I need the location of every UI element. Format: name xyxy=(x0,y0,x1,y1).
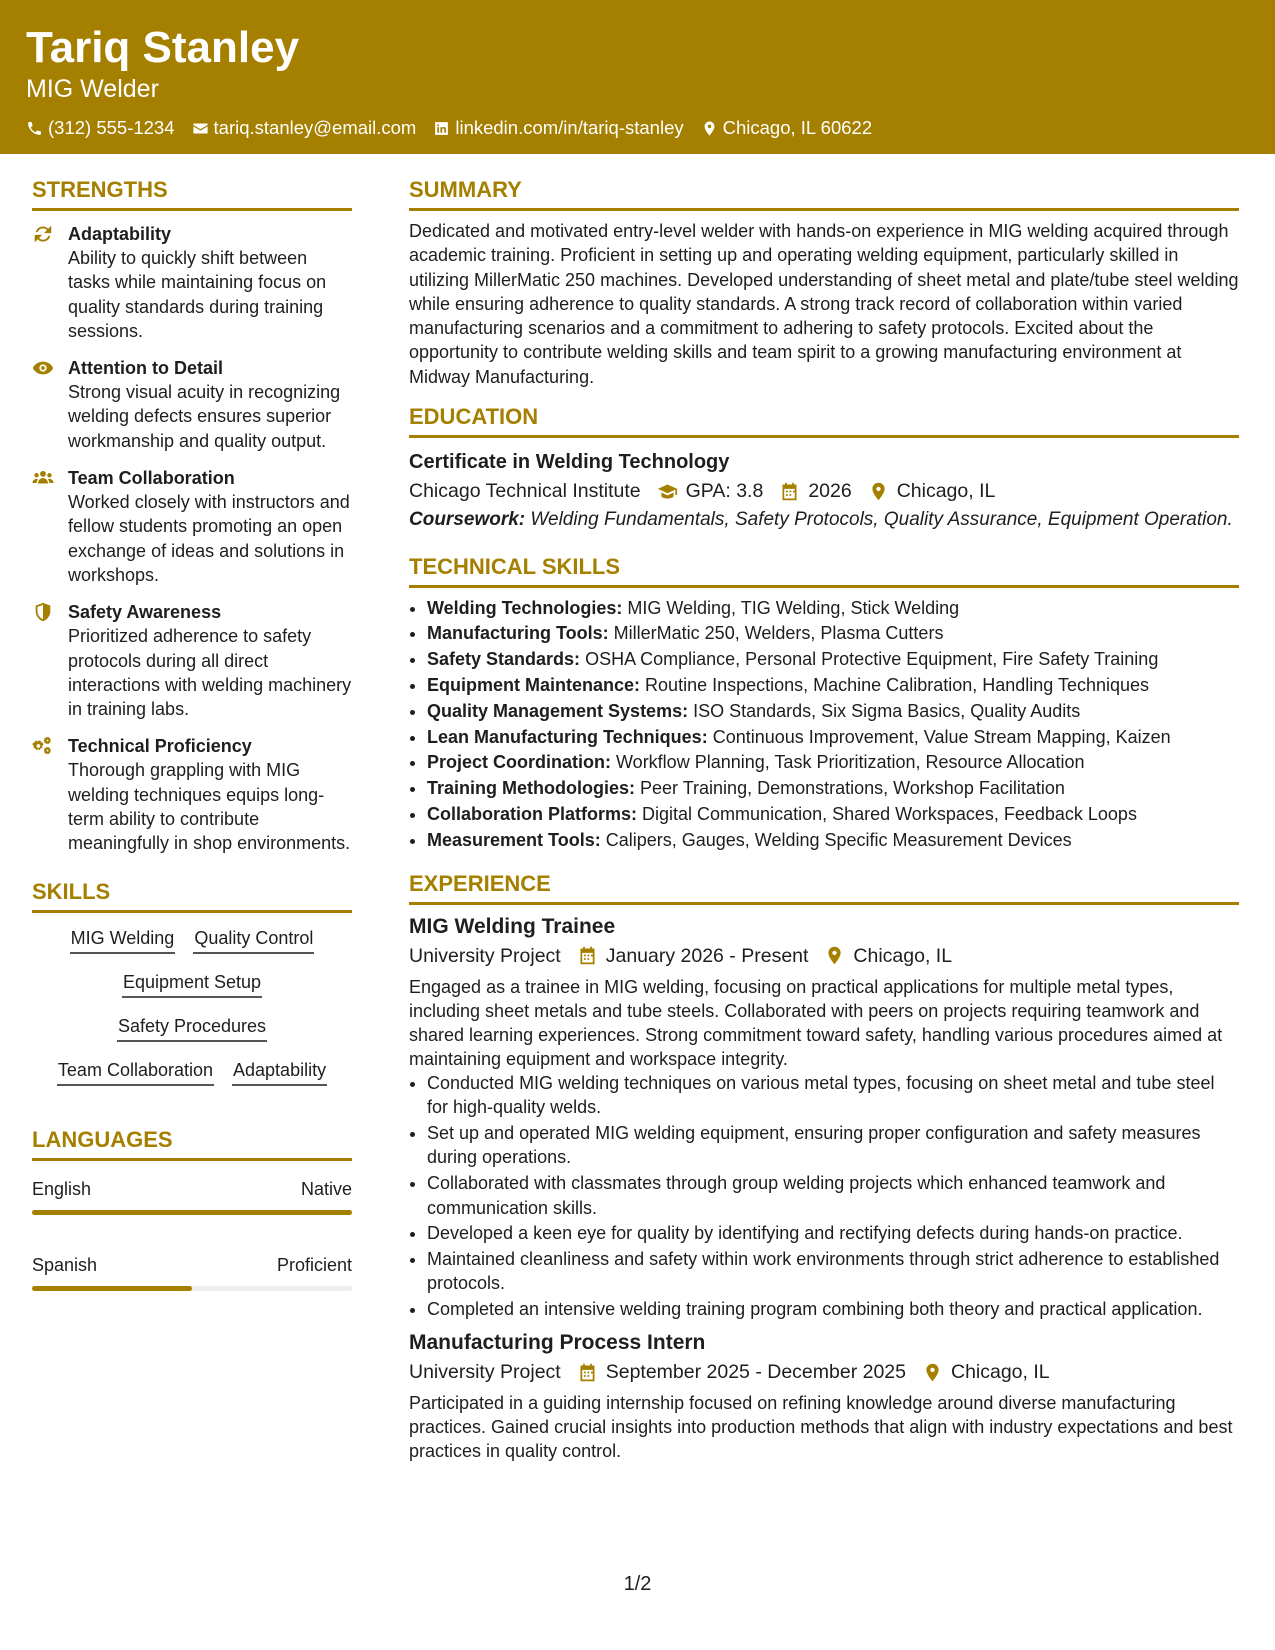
language-level: Native xyxy=(300,1178,352,1199)
job-location: Chicago, IL xyxy=(853,944,953,967)
strength-item xyxy=(32,734,352,855)
list-item xyxy=(427,828,1239,854)
graduation-cap-icon xyxy=(657,481,678,502)
contact-email[interactable] xyxy=(192,116,417,140)
job-org: University Project xyxy=(409,1361,561,1384)
language-bar-fill xyxy=(32,1286,192,1291)
map-pin-icon xyxy=(824,945,845,966)
summary-heading: SUMMARY xyxy=(409,176,1239,211)
linkedin-text: linkedin.com/in/tariq-stanley xyxy=(455,117,684,138)
list-item xyxy=(427,750,1239,776)
list-item xyxy=(427,699,1239,725)
email-text: tariq.stanley@email.com xyxy=(213,117,417,138)
languages-heading: LANGUAGES xyxy=(32,1126,352,1161)
coursework-text: Welding Fundamentals, Safety Protocols, Quality Assurance, Equipment Operation. xyxy=(530,509,1233,531)
list-item xyxy=(427,621,1239,647)
map-pin-icon xyxy=(701,120,718,137)
users-icon xyxy=(32,467,54,489)
page-number: 1/2 xyxy=(623,1573,652,1595)
language-name: Spanish xyxy=(32,1254,98,1275)
list-item xyxy=(427,673,1239,699)
list-item: • Completed an intensive welding training program combining both theory and practical application. xyxy=(427,1297,1239,1322)
list-item: • Developed a keen eye for quality by identifying and rectifying defects during hands-on practice. xyxy=(427,1221,1239,1246)
degree-title: Certificate in Welding Technology xyxy=(409,451,730,474)
strength-item xyxy=(32,466,352,587)
skill-label: Safety Standards: xyxy=(427,649,581,670)
job-entry xyxy=(409,1329,1239,1463)
technical-skills-list xyxy=(409,596,1239,854)
job-location: Chicago, IL xyxy=(950,1361,1050,1384)
phone-icon xyxy=(26,120,43,137)
skill-value: OSHA Compliance, Personal Protective Equipment, Fire Safety Training xyxy=(585,649,1159,670)
job-entry xyxy=(409,913,1239,1322)
education-meta xyxy=(409,476,1239,506)
right-column xyxy=(409,176,1239,1463)
list-item: • Collaborated with classmates through group welding projects which enhanced teamwork and communication skills. xyxy=(427,1171,1239,1220)
skill-value: Continuous Improvement, Value Stream Mapping, Kaizen xyxy=(712,726,1171,747)
list-item: • Conducted MIG welding techniques on various metal types, focusing on sheet metal and tube steel for high-quality welds. xyxy=(427,1071,1239,1120)
language-bar-fill xyxy=(32,1210,352,1215)
strength-item xyxy=(32,356,352,453)
language-item xyxy=(32,1253,352,1291)
contact-linkedin[interactable] xyxy=(433,116,683,140)
education-location: Chicago, IL xyxy=(896,480,996,503)
resume-header xyxy=(0,0,1275,154)
calendar-icon xyxy=(577,945,598,966)
experience-heading: EXPERIENCE xyxy=(409,870,1239,905)
language-item xyxy=(32,1177,352,1215)
language-level: Proficient xyxy=(276,1254,352,1275)
list-item xyxy=(427,647,1239,673)
skill-value: Peer Training, Demonstrations, Workshop Facilitation xyxy=(640,778,1065,799)
strength-desc: Prioritized adherence to safety protocols during all direct interactions with welding machinery in training labs. xyxy=(68,626,352,720)
strength-item xyxy=(32,222,352,343)
education-heading: EDUCATION xyxy=(409,403,1239,438)
skill-label: Welding Technologies: xyxy=(427,597,623,618)
job-org: University Project xyxy=(409,944,561,967)
skill-chip: Team Collaboration xyxy=(57,1057,214,1086)
contact-location xyxy=(701,116,872,140)
list-item xyxy=(427,596,1239,622)
strengths-heading: STRENGTHS xyxy=(32,176,352,211)
skill-chip: Equipment Setup xyxy=(122,969,262,998)
skill-label: Quality Management Systems: xyxy=(427,700,689,721)
skills-heading: SKILLS xyxy=(32,878,352,913)
phone-text: (312) 555-1234 xyxy=(48,117,175,138)
skill-chip: Quality Control xyxy=(193,925,314,954)
coursework-label: Coursework: xyxy=(409,509,526,531)
strength-title: Adaptability xyxy=(68,224,172,244)
contact-bar xyxy=(26,116,872,140)
job-description: Engaged as a trainee in MIG welding, focusing on practical applications for multiple metal types, including sheet metals and tube steels. Collaborated with peers on projects requiring teamwork and shared learning experiences. Strong commitment toward safety, handling various procedures aimed at maintaining equipment and workspace integrity. xyxy=(409,976,1223,1069)
strength-desc: Worked closely with instructors and fellow students promoting an open exchange of ideas and solutions in workshops. xyxy=(68,492,350,585)
list-item: • Maintained cleanliness and safety within work environments through strict adherence to established protocols. xyxy=(427,1247,1239,1296)
strength-title: Technical Proficiency xyxy=(68,736,252,757)
map-pin-icon xyxy=(922,1362,943,1383)
map-pin-icon xyxy=(868,481,889,502)
list-item: • Set up and operated MIG welding equipment, ensuring proper configuration and safety measures during operations. xyxy=(427,1121,1239,1170)
job-meta xyxy=(409,941,1239,971)
strength-desc: Strong visual acuity in recognizing welding defects ensures superior workmanship and quality output. xyxy=(68,382,341,451)
calendar-icon xyxy=(779,481,800,502)
skill-label: Manufacturing Tools: xyxy=(427,623,609,644)
job-title: MIG Welder xyxy=(26,75,159,103)
strengths-list xyxy=(32,222,352,856)
graduation-year: 2026 xyxy=(808,480,852,503)
envelope-icon xyxy=(192,120,209,137)
skill-value: MillerMatic 250, Welders, Plasma Cutters xyxy=(613,623,944,644)
job-dates: January 2026 - Present xyxy=(605,944,809,967)
shield-icon xyxy=(32,601,54,623)
sync-icon xyxy=(32,223,54,245)
strength-desc: Thorough grappling with MIG welding techniques equips long-term ability to contribute meaningfully in shop environments. xyxy=(68,760,351,854)
language-bar xyxy=(32,1286,352,1291)
skill-label: Training Methodologies: xyxy=(427,778,635,799)
job-dates: September 2025 - December 2025 xyxy=(605,1361,906,1384)
skill-value: ISO Standards, Six Sigma Basics, Quality Audits xyxy=(693,700,1081,721)
list-item xyxy=(427,725,1239,751)
skill-value: MIG Welding, TIG Welding, Stick Welding xyxy=(627,597,960,618)
skill-chip: Adaptability xyxy=(232,1057,327,1086)
job-bullets xyxy=(409,1071,1239,1322)
list-item xyxy=(427,776,1239,802)
skill-value: Digital Communication, Shared Workspaces, Feedback Loops xyxy=(642,803,1137,824)
linkedin-icon xyxy=(433,120,450,137)
job-description: Participated in a guiding internship focused on refining knowledge around diverse manufacturing practices. Gained crucial insights into production methods that align with industry expectations and best practices in quality control. xyxy=(409,1393,1233,1462)
skill-label: Equipment Maintenance: xyxy=(427,674,641,695)
gears-icon xyxy=(32,735,54,757)
skill-label: Measurement Tools: xyxy=(427,829,601,850)
skills-list xyxy=(32,925,352,1086)
contact-phone[interactable] xyxy=(26,116,175,140)
skill-value: Calipers, Gauges, Welding Specific Measurement Devices xyxy=(605,829,1072,850)
summary-text: Dedicated and motivated entry-level welder with hands-on experience in MIG welding acquired through academic training. Proficient in setting up and operating welding equipment, particularly skilled in utilizing MillerMatic 250 machines. Developed understanding of sheet metal and plate/tube steel welding while ensuring adherence to quality standards. A strong track record of collaboration within varied manufacturing scenarios and a commitment to adhering to safety protocols. Excited about the opportunity to contribute welding skills and team spirit to a growing manufacturing environment at Midway Manufacturing. xyxy=(409,221,1239,387)
job-entry-title: MIG Welding Trainee xyxy=(409,914,616,938)
coursework xyxy=(409,508,1239,533)
list-item xyxy=(427,802,1239,828)
gpa-text: GPA: 3.8 xyxy=(685,480,764,503)
skill-chip: Safety Procedures xyxy=(117,1013,267,1042)
skill-label: Lean Manufacturing Techniques: xyxy=(427,726,708,747)
strength-title: Safety Awareness xyxy=(68,602,222,623)
language-bar xyxy=(32,1210,352,1215)
eye-icon xyxy=(32,357,54,379)
skill-value: Routine Inspections, Machine Calibration, Handling Techniques xyxy=(645,674,1150,695)
technical-skills-heading: TECHNICAL SKILLS xyxy=(409,553,1239,588)
strength-title: Attention to Detail xyxy=(68,358,223,379)
skill-label: Collaboration Platforms: xyxy=(427,803,638,824)
candidate-name: Tariq Stanley xyxy=(26,23,300,72)
skill-label: Project Coordination: xyxy=(427,752,611,773)
school-name: Chicago Technical Institute xyxy=(409,480,641,503)
skill-value: Workflow Planning, Task Prioritization, Resource Allocation xyxy=(616,752,1085,773)
strength-title: Team Collaboration xyxy=(68,468,235,489)
left-column xyxy=(32,176,352,1291)
strength-desc: Ability to quickly shift between tasks while maintaining focus on quality standards during training sessions. xyxy=(68,248,327,341)
job-meta xyxy=(409,1357,1239,1387)
skill-chip: MIG Welding xyxy=(70,925,176,954)
location-text: Chicago, IL 60622 xyxy=(722,117,873,138)
language-name: English xyxy=(32,1178,92,1199)
job-entry-title: Manufacturing Process Intern xyxy=(409,1331,706,1355)
strength-item xyxy=(32,600,352,721)
calendar-icon xyxy=(577,1362,598,1383)
